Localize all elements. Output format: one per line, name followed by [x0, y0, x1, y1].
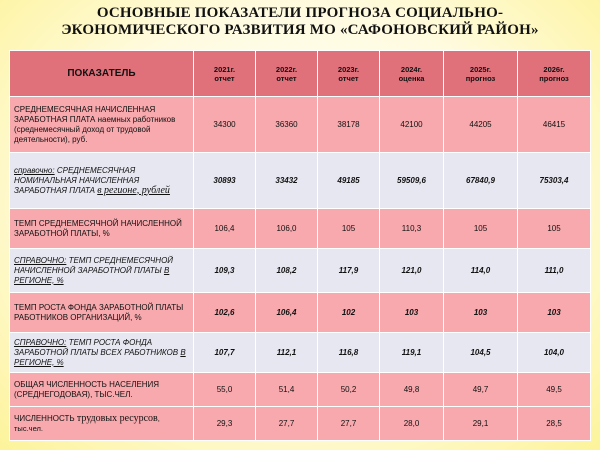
table-cell: 114,0	[444, 249, 518, 293]
table-cell: 33432	[256, 153, 318, 209]
title-line-1: ОСНОВНЫЕ ПОКАЗАТЕЛИ ПРОГНОЗА СОЦИАЛЬНО-	[96, 5, 504, 21]
table-cell: 27,7	[256, 407, 318, 441]
table-cell: 110,3	[380, 209, 444, 249]
table-cell: 75303,4	[518, 153, 591, 209]
table-cell: 119,1	[380, 333, 444, 373]
table-header-row	[10, 51, 591, 97]
table-cell: 105	[518, 209, 591, 249]
table-row-region-payroll-growth	[10, 333, 591, 373]
year-column-header: 2023г. отчет	[318, 51, 380, 97]
table-cell: 121,0	[380, 249, 444, 293]
row-label: СПРАВОЧНО: ТЕМП РОСТА ФОНДА ЗАРАБОТНОЙ ПЛАТЫ ВСЕХ РАБОТНИКОВ В РЕГИОНЕ, %	[10, 333, 194, 373]
table-cell: 30893	[194, 153, 256, 209]
table-cell: 106,4	[194, 209, 256, 249]
year-column-header: 2021г. отчет	[194, 51, 256, 97]
table-cell: 105	[318, 209, 380, 249]
table-cell: 51,4	[256, 373, 318, 407]
table-cell: 29,1	[444, 407, 518, 441]
table-row-population	[10, 373, 591, 407]
table-cell: 103	[444, 293, 518, 333]
table-cell: 112,1	[256, 333, 318, 373]
row-label: СРЕДНЕМЕСЯЧНАЯ НАЧИСЛЕННАЯ ЗАРАБОТНАЯ ПЛАТА наемных работников (среднемесячный доход от трудовой деятельности), руб.	[10, 97, 194, 153]
table-cell: 103	[518, 293, 591, 333]
table-cell: 28,5	[518, 407, 591, 441]
table-cell: 67840,9	[444, 153, 518, 209]
table-cell: 111,0	[518, 249, 591, 293]
row-label: ТЕМП РОСТА ФОНДА ЗАРАБОТНОЙ ПЛАТЫ РАБОТНИКОВ ОРГАНИЗАЦИЙ, %	[10, 293, 194, 333]
table-cell: 49185	[318, 153, 380, 209]
table-cell: 59509,6	[380, 153, 444, 209]
year-column-header: 2022г. отчет	[256, 51, 318, 97]
year-column-header: 2025г. прогноз	[444, 51, 518, 97]
table-cell: 103	[380, 293, 444, 333]
table-row-payroll-growth	[10, 293, 591, 333]
row-label: справочно: СРЕДНЕМЕСЯЧНАЯ НОМИНАЛЬНАЯ НАЧИСЛЕННАЯ ЗАРАБОТНАЯ ПЛАТА в регионе, рублей	[10, 153, 194, 209]
table-cell: 46415	[518, 97, 591, 153]
table-cell: 108,2	[256, 249, 318, 293]
table-cell: 102	[318, 293, 380, 333]
page-title	[0, 5, 600, 39]
table-cell: 104,0	[518, 333, 591, 373]
table-cell: 106,0	[256, 209, 318, 249]
table-cell: 49,7	[444, 373, 518, 407]
table-cell: 44205	[444, 97, 518, 153]
table-cell: 116,8	[318, 333, 380, 373]
row-label: ТЕМП СРЕДНЕМЕСЯЧНОЙ НАЧИСЛЕННОЙ ЗАРАБОТНОЙ ПЛАТЫ, %	[10, 209, 194, 249]
title-line-2: ЭКОНОМИЧЕСКОГО РАЗВИТИЯ МО «САФОНОВСКИЙ РАЙОН»	[61, 22, 539, 38]
table-cell: 27,7	[318, 407, 380, 441]
table-cell: 38178	[318, 97, 380, 153]
table-cell: 117,9	[318, 249, 380, 293]
table-cell: 55,0	[194, 373, 256, 407]
table-row-salary-growth	[10, 209, 591, 249]
table-cell: 102,6	[194, 293, 256, 333]
indicators-table	[9, 50, 591, 441]
table-row-avg-salary	[10, 97, 591, 153]
table-cell: 107,7	[194, 333, 256, 373]
table-cell: 34300	[194, 97, 256, 153]
table-cell: 104,5	[444, 333, 518, 373]
table-cell: 28,0	[380, 407, 444, 441]
table-row-region-salary	[10, 153, 591, 209]
table-cell: 49,8	[380, 373, 444, 407]
table-row-labor-resources	[10, 407, 591, 441]
table-cell: 106,4	[256, 293, 318, 333]
row-label: СПРАВОЧНО: ТЕМП СРЕДНЕМЕСЯЧНОЙ НАЧИСЛЕННОЙ ЗАРАБОТНОЙ ПЛАТЫ В РЕГИОНЕ, %	[10, 249, 194, 293]
table-cell: 109,3	[194, 249, 256, 293]
year-column-header: 2024г. оценка	[380, 51, 444, 97]
indicator-column-header: ПОКАЗАТЕЛЬ	[10, 51, 194, 97]
table-cell: 50,2	[318, 373, 380, 407]
table-cell: 49,5	[518, 373, 591, 407]
table-cell: 105	[444, 209, 518, 249]
table-cell: 29,3	[194, 407, 256, 441]
row-label: ЧИСЛЕННОСТЬ трудовых ресурсов, тыс.чел.	[10, 407, 194, 441]
table-cell: 36360	[256, 97, 318, 153]
row-label: ОБЩАЯ ЧИСЛЕННОСТЬ НАСЕЛЕНИЯ (СРЕДНЕГОДОВАЯ), ТЫС.ЧЕЛ.	[10, 373, 194, 407]
table-row-region-salary-growth	[10, 249, 591, 293]
year-column-header: 2026г. прогноз	[518, 51, 591, 97]
table-cell: 42100	[380, 97, 444, 153]
